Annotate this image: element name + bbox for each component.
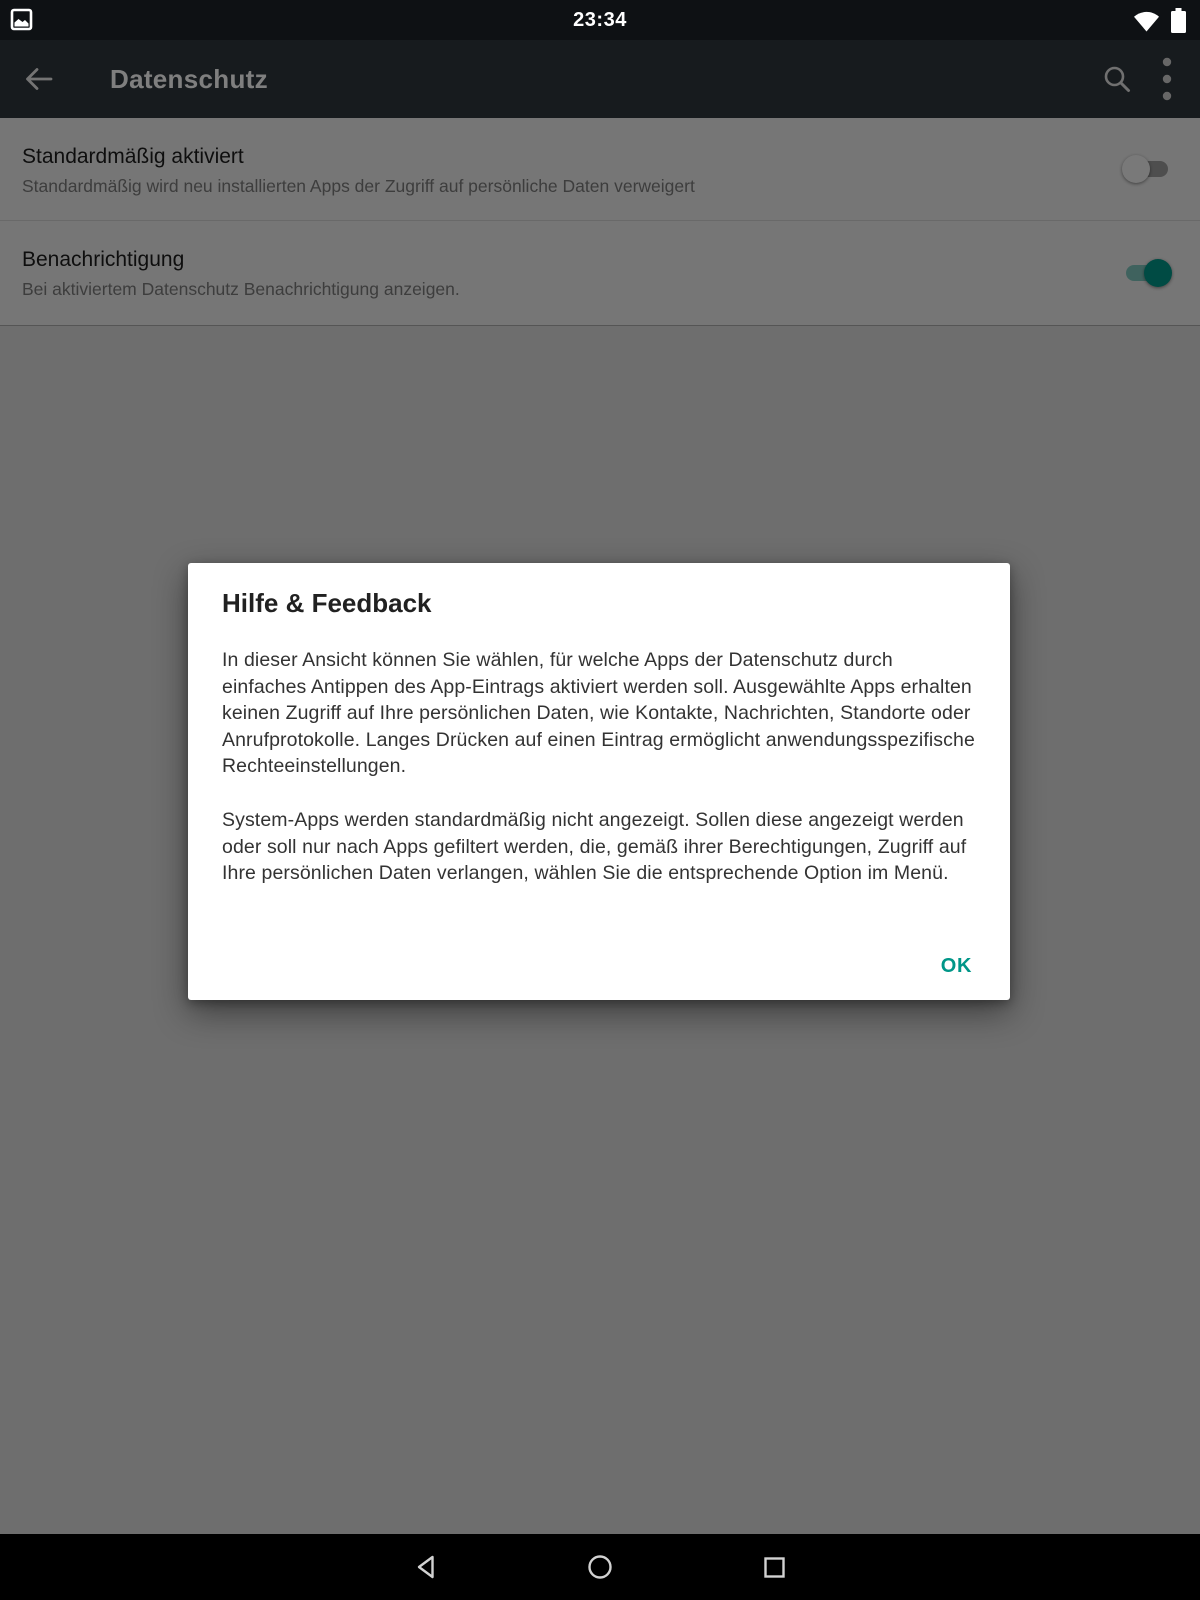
- wifi-icon: [1132, 8, 1161, 33]
- dialog-message: [222, 647, 976, 887]
- battery-icon: [1170, 7, 1187, 34]
- help-feedback-dialog: [188, 563, 1010, 1000]
- dialog-title: Hilfe & Feedback: [222, 588, 432, 618]
- dialog-paragraph: In dieser Ansicht können Sie wählen, für welche Apps der Datenschutz durch einfaches Antippen des App-Eintrags aktiviert werden soll. Ausgewählte Apps erhalten keinen Zugriff auf Ihre persönlichen Daten, wie Kontakte, Nachrichten, Standorte oder Anrufprotokolle. Langes Drücken auf einen Eintrag ermöglicht anwendungsspezifische Rechteeinstellungen.: [222, 649, 975, 778]
- recents-icon[interactable]: [761, 1554, 787, 1580]
- dialog-paragraph: System-Apps werden standardmäßig nicht angezeigt. Sollen diese angezeigt werden oder soll nur nach Apps gefiltert werden, die, gemäß ihrer Berechtigungen, Zugriff auf Ihre persönlichen Daten verlangen, wählen Sie die entsprechende Option im Menü.: [222, 808, 967, 885]
- navigation-bar: [0, 1534, 1200, 1600]
- ok-button[interactable]: OK: [923, 945, 990, 988]
- back-icon[interactable]: [413, 1554, 439, 1580]
- status-time: 23:34: [573, 8, 627, 31]
- status-bar: [0, 0, 1200, 40]
- home-icon[interactable]: [587, 1554, 613, 1580]
- dialog-actions: [923, 945, 990, 988]
